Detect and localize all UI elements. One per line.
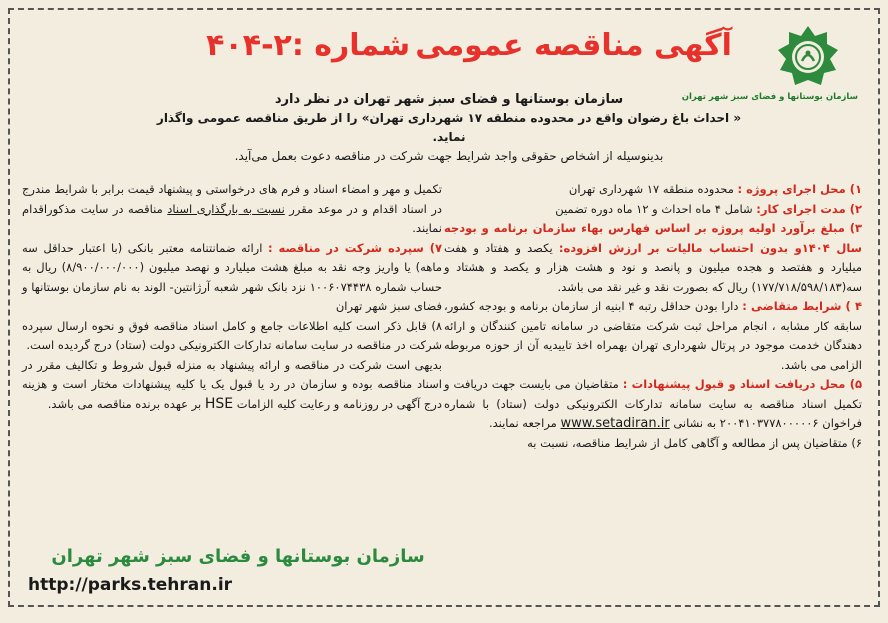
notice-header xyxy=(190,28,748,63)
section-6-cont-a: تکمیل و مهر و امضاء اسناد و فرم های درخواستی و پیشنهاد قیمت برابر با شرایط مندرج در اسناد اقدام و در موعد مقرر xyxy=(22,182,443,216)
section-5-text: متقاضیان می بایست جهت دریافت و تکمیل اسناد مناقصه به سایت سامانه تدارکات الکترونیکی دولت (ستاد) با شماره فراخوان ۲۰۰۴۱۰۳۷۷۸۰۰۰۰۰۶ به نشانی xyxy=(444,377,862,430)
notice-number: شماره :۲-۴۰۴ xyxy=(206,28,411,63)
footer-url-link[interactable]: http://parks.tehran.ir xyxy=(28,575,233,595)
section-8: ۸) قابل ذکر است کلیه اطلاعات جامع و کامل اسناد مناقصه فوق و نحوه ارسال سپرده شرکت در مناقصه در سایت سامانه تدارکات الکترونیکی دولت (ستاد) درج گردیده است. xyxy=(22,318,442,352)
section-3-text: یکصد و هفتاد و هفت میلیارد و هفتصد و هجده میلیون و پانصد و نود و هشت هزار و یکصد و هشتاد و سه(۱۷۷/۷۱۸/۵۹۸/۱۸۳) ریال که بصورت نقد و غیر نقد می باشد. xyxy=(444,240,862,294)
section-6-continued xyxy=(22,180,442,239)
section-5 xyxy=(444,375,862,434)
section-6-cont-b: مناقصه در سایت مذکوراقدام نمایند. xyxy=(22,201,442,235)
section-4 xyxy=(444,297,862,375)
left-column xyxy=(22,180,442,414)
notice-title: آگهی مناقصه عمومی xyxy=(415,28,732,63)
section-5-text-end: مراجعه نمایند. xyxy=(488,416,557,430)
section-6: ۶) متقاضیان پس از مطالعه و آگاهی کامل از شرایط مناقصه، نسبت به xyxy=(527,435,862,450)
section-7 xyxy=(22,239,442,317)
section-7-text: ارائه ضمانتنامه معتبر بانکی (با اعتبار حداقل سه ماهه) یا واریز وجه نقد به مبلغ هشت میلیارد و نهصد میلیون (۸/۹۰۰/۰۰۰/۰۰۰) ریال به حساب شماره ۱۰۰۶۰۷۴۴۳۸ نزد بانک شهر شعبه آرژانتین- الوند به نام سازمان بوستانها و فضای سبز شهر تهران xyxy=(22,240,443,313)
right-column xyxy=(444,180,862,453)
intro-line-2: « احداث باغ رضوان واقع در محدوده منطقه ۱۷ شهرداری تهران» را از طریق مناقصه عمومی واگذار نماید. xyxy=(156,111,742,144)
section-5-heading: ۵) محل دریافت اسناد و قبول پیشنهادات : xyxy=(622,377,862,391)
section-1-heading: ۱) محل اجرای پروژه : xyxy=(737,182,862,196)
section-9-text: بدیهی است شرکت در مناقصه و ارائه پیشنهاد به منزله قبول شروط و تکالیف مقرر در اسناد مناقصه بوده و سازمان در رد یا قبول یک یا کلیه پیشنهادات مختار است و هزینه درج آگهی در روزنامه و رعایت کلیه الزامات xyxy=(22,357,442,411)
section-4-heading: ۴ ) شرایط متقاضی : xyxy=(742,299,862,313)
section-9 xyxy=(22,356,442,415)
section-3 xyxy=(444,219,862,297)
logo-caption: سازمان بوستانها و فضای سبز شهر تهران xyxy=(681,92,858,102)
setadiran-link[interactable]: www.setadiran.ir xyxy=(560,416,670,431)
tender-notice xyxy=(8,8,880,607)
intro-line-1: سازمان بوستانها و فضای سبز شهر تهران در نظر دارد xyxy=(274,92,624,107)
hse-label: HSE xyxy=(204,395,234,412)
intro-line-3: بدینوسیله از اشخاص حقوقی واجد شرایط جهت شرکت در مناقصه دعوت بعمل می‌آید. xyxy=(234,149,664,163)
footer-organization: سازمان بوستانها و فضای سبز شهر تهران xyxy=(51,546,425,567)
intro-block xyxy=(150,90,748,166)
tehran-parks-emblem-icon xyxy=(775,24,841,90)
section-3-heading: ۳) مبلغ برآورد اولیه پروژه بر اساس فهارس بهاء سازمان برنامه و بودجه سال ۱۴۰۴و بدون احتساب مالیات بر ارزش افزوده: xyxy=(444,221,862,255)
section-6-cont-underlined: نسبت به بارگذاری اسناد xyxy=(167,201,285,216)
section-1 xyxy=(444,180,862,200)
section-9-end: بر عهده برنده مناقصه می باشد. xyxy=(47,396,202,411)
section-7-heading: ۷) سپرده شرکت در مناقصه : xyxy=(267,240,442,255)
section-2-heading: ۲) مدت اجرای کار: xyxy=(756,201,862,216)
section-2-text: شامل ۴ ماه احداث و ۱۲ ماه دوره تضمین xyxy=(555,201,753,216)
section-1-text: محدوده منطقه ۱۷ شهرداری تهران xyxy=(568,182,734,196)
section-2 xyxy=(444,200,862,220)
organization-logo xyxy=(681,24,858,116)
section-4-text: دارا بودن حداقل رتبه ۴ ابنیه از سازمان برنامه و بودجه کشور، سابقه کار مشابه ، انجام مراحل ثبت شرکت متقاضی در سامانه تامین کنندگان و ارائه دهندگان خدمت موجود در پرتال شهرداری تهران بهمراه اخذ تاییدیه آن از حوزه مربوطه الزامی می باشد. xyxy=(444,299,862,372)
